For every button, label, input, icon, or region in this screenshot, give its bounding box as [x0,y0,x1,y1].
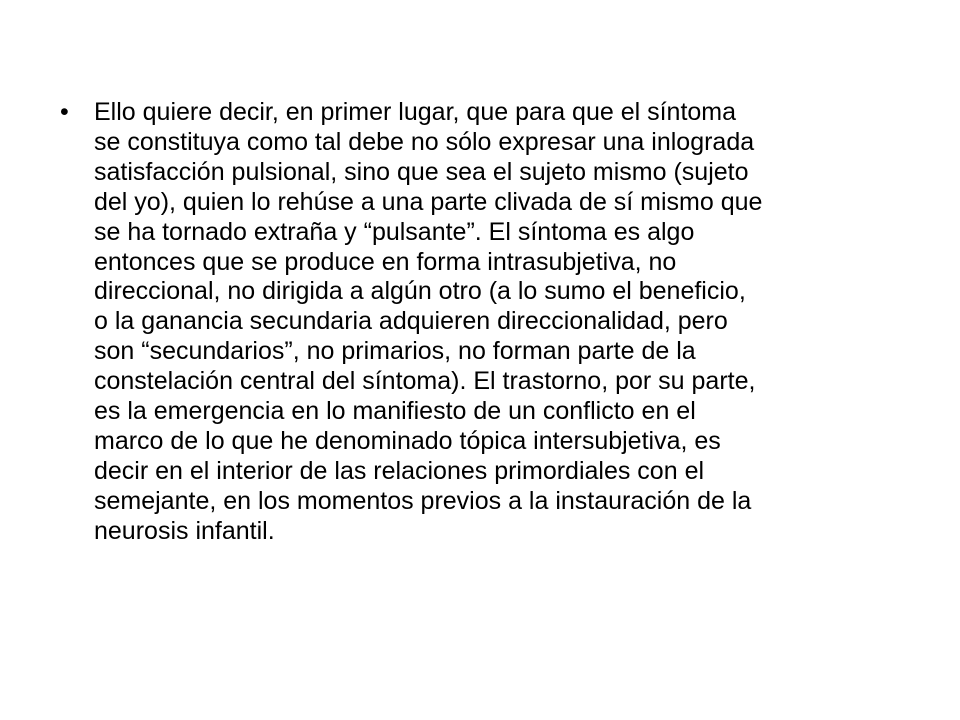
text-line: neurosis infantil. [94,516,275,545]
text-line: es la emergencia en lo manifiesto de un conflicto en el [94,397,696,426]
text-line: satisfacción pulsional, sino que sea el sujeto mismo (sujeto [94,157,749,186]
text-line: Ello quiere decir, en primer lugar, que para que el síntoma [94,98,737,126]
text-line: se ha tornado extraña y “pulsante”. El síntoma es algo [94,217,695,246]
text-line: constelación central del síntoma). El trastorno, por su parte, [94,367,756,396]
text-line: direccional, no dirigida a algún otro (a lo sumo el beneficio, [94,277,746,306]
text-line: semejante, en los momentos previos a la instauración de la [94,486,752,515]
paragraph-text [94,98,910,547]
text-line: son “secundarios”, no primarios, no forman parte de la [94,337,696,366]
text-line: o la ganancia secundaria adquieren direccionalidad, pero [94,307,728,336]
bullet-paragraph [60,98,910,547]
text-line: del yo), quien lo rehúse a una parte clivada de sí mismo que [94,187,763,216]
bullet-dot-icon: • [60,98,69,126]
text-line: marco de lo que he denominado tópica intersubjetiva, es [94,426,721,455]
text-line: entonces que se produce en forma intrasubjetiva, no [94,247,677,276]
text-line: decir en el interior de las relaciones primordiales con el [94,456,705,485]
text-line: se constituya como tal debe no sólo expresar una inlograda [94,127,755,156]
slide-content [60,98,910,547]
